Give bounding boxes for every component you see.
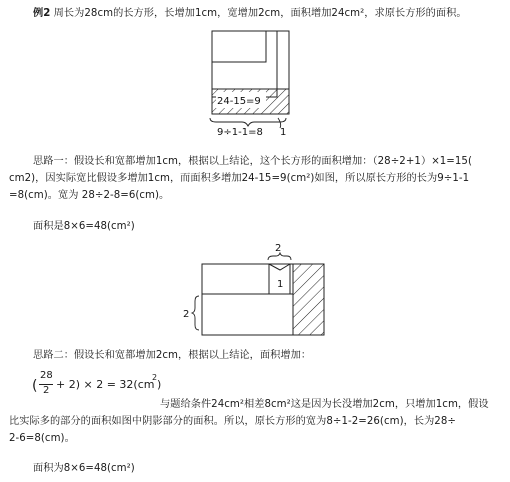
notch-label: 1 <box>277 279 284 290</box>
approach2-line4: 2-6=8(cm)。 <box>9 433 75 444</box>
inner-label: 24-15=9 <box>217 96 261 107</box>
figure-1 <box>196 26 306 138</box>
math-sup: 2 <box>152 373 158 382</box>
top-brace <box>268 253 291 260</box>
approach1-line1: 思路一：假设长和宽都增加1cm，根据以上结论，这个长方形的面积增加：（28÷2+1）×1=15( <box>33 156 472 167</box>
math-rest: + 2) × 2 = 32(cm <box>56 378 155 391</box>
left-brace <box>192 296 199 330</box>
bottom-label: 9÷1-1=8 <box>217 127 263 138</box>
inner-rect <box>212 31 266 62</box>
notch <box>269 264 290 270</box>
approach2-area: 面积为8×6=48(cm²) <box>33 463 135 474</box>
math-denominator: 2 <box>43 385 50 396</box>
shaded-column <box>293 264 324 335</box>
approach2-line1: 思路二：假设长和宽都增加2cm，根据以上结论，面积增加： <box>33 350 312 361</box>
problem-text: 周长为28cm的长方形，长增加1cm，宽增加2cm，面积增加24cm²，求原长方形的面积。 <box>50 8 467 19</box>
approach2-line3: 比实际多的部分的面积如图中阴影部分的面积。所以，原长方形的宽为8÷1-2=26(cm)，长为28÷ <box>9 416 456 427</box>
problem-label: 例2 <box>33 8 51 19</box>
figure-2-diagram <box>180 238 330 340</box>
figure-1-diagram <box>196 26 306 138</box>
right-label: 1 <box>280 127 287 138</box>
top-label: 2 <box>275 243 282 254</box>
approach1-line3: =8(cm)。宽为 28÷2-8=6(cm)。 <box>9 190 170 201</box>
approach1-line2: cm2)，因实际宽比假设多增加1cm，而面积多增加24-15=9(cm²)如图，所以原长方形的长为9÷1-1 <box>9 173 470 184</box>
bottom-brace <box>210 118 286 126</box>
math-expression: ( 28 2 + 2) × 2 = 32(cm 2 ) <box>32 370 162 396</box>
approach1-area: 面积是8×6=48(cm²) <box>33 221 135 232</box>
problem-statement <box>33 4 467 19</box>
left-label: 2 <box>183 309 190 320</box>
math-numerator: 28 <box>40 370 53 381</box>
original-rect <box>212 31 277 97</box>
math-close: ) <box>157 378 162 391</box>
approach2-line2: 与题给条件24cm²相差8cm²这是因为长没增加2cm，只增加1cm，假设 <box>160 399 489 410</box>
figure-2 <box>180 238 330 340</box>
